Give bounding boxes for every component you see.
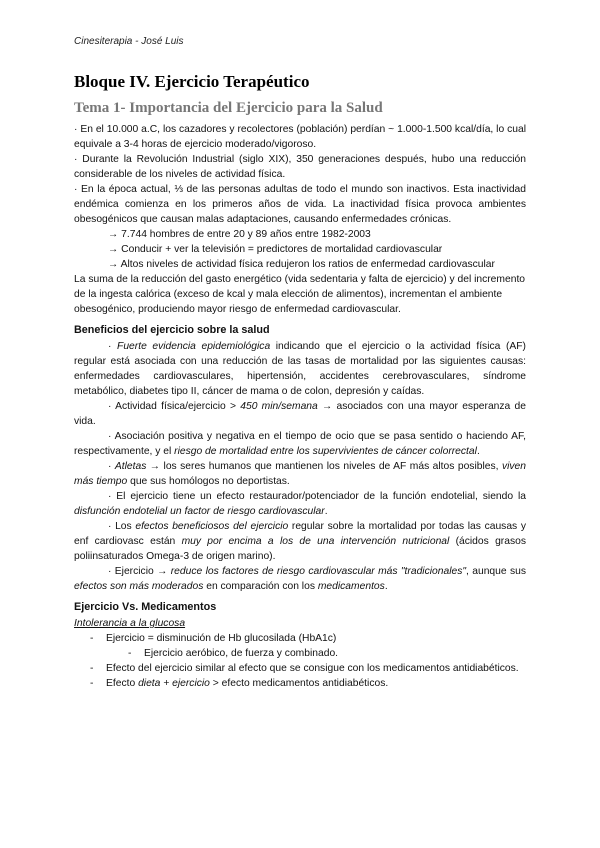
- page-header: Cinesiterapia - José Luis: [74, 36, 184, 47]
- arrow-item-3: → Altos niveles de actividad física redujeron los ratios de enfermedad cardiovascular: [108, 259, 495, 270]
- beneficio-3: · Asociación positiva y negativa en el tiempo de ocio que se pasa sentido o haciendo AF, respectivamente, y el riesgo de mortalidad entre los supervivientes de cáncer colorrectal.: [74, 431, 526, 457]
- beneficio-6: · Los efectos beneficiosos del ejercicio regular sobre la mortalidad por todas las causas y enf cardiovasc están muy por encima a los de una intervención nutricional (ácidos grasos poliinsaturados Omega-3 de origen marino).: [74, 521, 526, 562]
- medicamentos-heading: Ejercicio Vs. Medicamentos: [74, 601, 217, 613]
- list-item: - Efecto del ejercicio similar al efecto que se consigue con los medicamentos antidiabéticos.: [74, 661, 526, 676]
- intro-paragraph-1: · En el 10.000 a.C, los cazadores y recolectores (población) perdían ~ 1.000-1.500 kcal/día, lo cual equivale a 3-4 horas de ejercicio moderado/vigoroso.: [74, 124, 526, 150]
- list-item: - Ejercicio = disminución de Hb glucosilada (HbA1c): [74, 631, 526, 646]
- bloque-title: Bloque IV. Ejercicio Terapéutico: [74, 72, 310, 91]
- intro-paragraph-2: · Durante la Revolución Industrial (siglo XIX), 350 generaciones después, hubo una reducción considerable de los niveles de actividad física.: [74, 154, 526, 180]
- arrow-item-1: → 7.744 hombres de entre 20 y 89 años entre 1982-2003: [108, 229, 371, 240]
- beneficio-2: · Actividad física/ejercicio > 450 min/semana → asociados con una mayor esperanza de vida.: [74, 401, 526, 427]
- beneficio-7: · Ejercicio → reduce los factores de riesgo cardiovascular más "tradicionales", aunque sus efectos son más moderados en comparación con los medicamentos.: [74, 566, 527, 592]
- beneficio-4: · Atletas → los seres humanos que mantienen los niveles de AF más altos posibles, viven más tiempo que sus homólogos no deportistas.: [74, 461, 526, 487]
- intro-paragraph-3: · En la época actual, ⅓ de las personas adultas de todo el mundo son inactivos. Esta inactividad endémica comienza en los primeros años de vida. La inactividad física provoca ambientes obesogénicos que causan malas adaptaciones, causando enfermedades crónicas.: [74, 184, 526, 225]
- beneficio-5: · El ejercicio tiene un efecto restaurador/potenciador de la función endotelial, siendo la disfunción endotelial un factor de riesgo cardiovascular.: [74, 491, 526, 517]
- beneficio-1: · Fuerte evidencia epidemiológica indicando que el ejercicio o la actividad física (AF) regular está asociada con una reducción de las tasas de mortalidad por las siguientes causas: enfermedades cardiovasculares, hipertensión, accidentes cerebrovasculares, síndrome metabólico, diabetes tipo II, cáncer de mama o de colon, depresión y caídas.: [74, 341, 526, 397]
- sub-list-item: - Ejercicio aeróbico, de fuerza y combinado.: [74, 646, 526, 661]
- arrow-item-2: → Conducir + ver la televisión = predictores de mortalidad cardiovascular: [108, 244, 443, 255]
- medicamentos-subheading: Intolerancia a la glucosa: [74, 618, 186, 629]
- intro-paragraph-4: La suma de la reducción del gasto energético (vida sedentaria y falta de ejercicio) y del incremento de la ingesta calórica (exceso de kcal y mala elección de alimentos), incrementan el ambiente obesogénico, produciendo mayor riesgo de enfermedad cardiovascular.: [74, 274, 526, 315]
- document-body: [74, 122, 526, 691]
- tema-title: Tema 1- Importancia del Ejercicio para la Salud: [74, 100, 383, 116]
- list-item: - Efecto dieta + ejercicio > efecto medicamentos antidiabéticos.: [74, 676, 526, 691]
- beneficios-heading: Beneficios del ejercicio sobre la salud: [74, 324, 270, 336]
